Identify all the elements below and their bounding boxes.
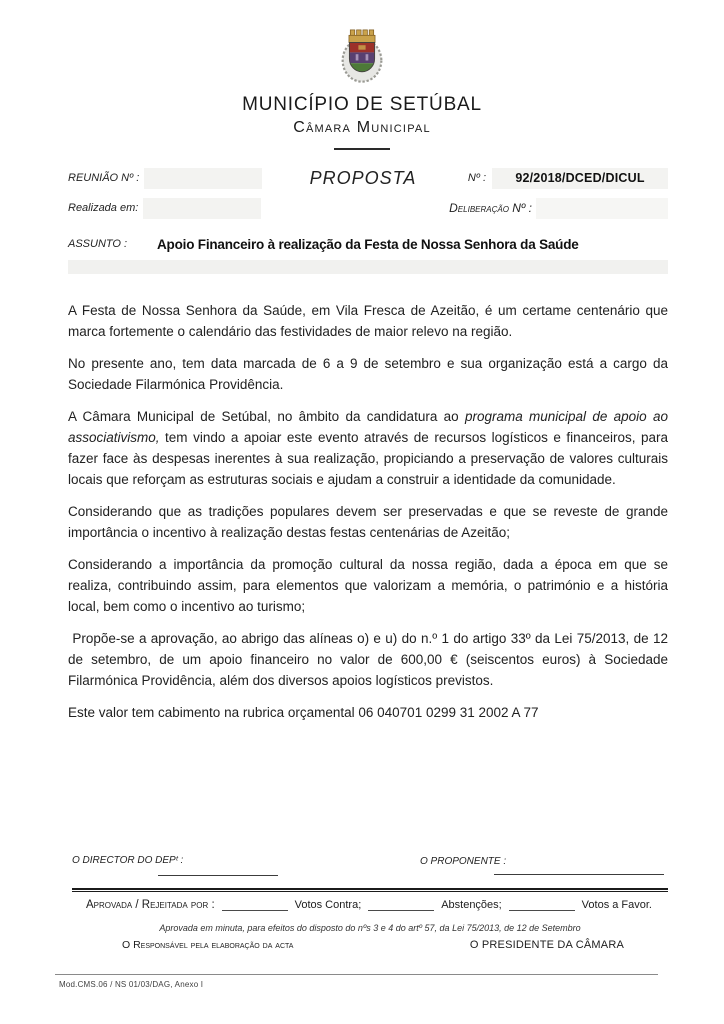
- director-signature-line: [158, 875, 278, 876]
- abstencoes-label: Abstenções;: [441, 899, 502, 911]
- setubal-coat-of-arms-icon: [335, 26, 389, 91]
- proposal-form-head: [68, 167, 668, 274]
- signature-row: [72, 852, 668, 882]
- footer-divider: [55, 974, 658, 975]
- paragraph-7: Este valor tem cabimento na rubrica orçamental 06 040701 0299 31 2002 A 77: [68, 705, 539, 720]
- proponente-label: O PROPONENTE :: [420, 856, 507, 867]
- paragraph-3-program-name: programa municipal de apoio ao associativismo,: [68, 409, 669, 445]
- assunto-empty-field: [68, 260, 668, 274]
- votos-contra-label: Votos Contra;: [294, 899, 362, 911]
- deliberacao-label: Deliberação Nº :: [449, 201, 532, 215]
- proposta-title: PROPOSTA: [309, 167, 417, 188]
- form-row-2: [68, 197, 668, 219]
- deliberacao-field: [536, 198, 668, 219]
- form-row-1: [68, 167, 668, 189]
- paragraph-3: [68, 406, 668, 490]
- votes-blank-line: [222, 900, 288, 911]
- paragraph-2: No presente ano, tem data marcada de 6 a 9 de setembro e sua organização está a cargo da Sociedade Filarmónica Providência.: [68, 356, 668, 392]
- numero-field: [492, 168, 668, 189]
- paragraph-6: Propõe-se a aprovação, ao abrigo das alíneas o) e u) do n.º 1 do artigo 33º da Lei 75/2013, de 12 de setembro, de um apoio financeiro no valor de 600,00 € (seiscentos euros) à Sociedade Filarmónica Providência, além dos diversos apoios logísticos previstos.: [68, 631, 668, 688]
- form-row-assunto: [68, 232, 668, 256]
- assunto-label: ASSUNTO :: [68, 238, 128, 250]
- reuniao-field: [144, 168, 262, 189]
- paragraph-1: A Festa de Nossa Senhora da Saúde, em Vila Fresca de Azeitão, é um certame centenário que marca fortemente o calendário das festividades de maior relevo na região.: [68, 303, 668, 339]
- form-model-reference: Mod.CMS.06 / NS 01/03/DAG, Anexo I: [59, 980, 204, 989]
- responsavel-acta-label: O Responsável pela elaboração da acta: [122, 939, 294, 951]
- votos-favor-label: Votos a Favor.: [581, 899, 652, 911]
- proponente-signature-line: [494, 874, 664, 875]
- proposal-body-text: [68, 300, 668, 723]
- document-header: [0, 0, 724, 150]
- officials-row: [72, 939, 668, 951]
- reuniao-label: REUNIÃO Nº :: [68, 172, 140, 184]
- votes-blank-line: [368, 900, 434, 911]
- paragraph-3-rest: tem vindo a apoiar este evento através de recursos logísticos e financeiros, para fazer face às despesas inerentes à sua realização, propiciando a preservação de valores culturais locais que reforçam as estruturas sociais e ajudam a construir a identidade da comunidade.: [68, 430, 668, 487]
- realizada-field: [143, 198, 261, 219]
- assunto-value: Apoio Financeiro à realização da Festa de Nossa Senhora da Saúde: [157, 236, 579, 252]
- aprovada-rejeitada-label: Aprovada / Rejeitada por :: [86, 899, 215, 911]
- numero-value: 92/2018/DCED/DICUL: [515, 171, 645, 185]
- votes-blank-line: [509, 900, 575, 911]
- document-footer: [55, 974, 658, 989]
- double-divider: [72, 888, 668, 892]
- presidente-camara-label: O PRESIDENTE DA CÂMARA: [469, 939, 624, 951]
- paragraph-5: Considerando a importância da promoção cultural da nossa região, dada a época em que se realiza, contribuindo assim, para elementos que valorizam a memória, o património e a história local, bem como o incentivo ao turismo;: [68, 557, 668, 614]
- header-divider: [334, 148, 390, 150]
- paragraph-4: Considerando que as tradições populares devem ser preservadas e que se reveste de grande importância o incentivo à realização destas festas centenárias de Azeitão;: [68, 504, 668, 540]
- minuta-note: Aprovada em minuta, para efeitos do disposto do nºs 3 e 4 do artº 57, da Lei 75/2013, de 12 de Setembro: [159, 923, 581, 933]
- mural-crown: [349, 30, 375, 43]
- municipality-title: MUNICÍPIO DE SETÚBAL: [242, 94, 482, 115]
- chamber-subtitle: Câmara Municipal: [293, 119, 431, 136]
- director-label: O DIRECTOR DO DEPᵗ :: [72, 855, 184, 866]
- realizada-label: Realizada em:: [68, 202, 139, 214]
- signature-section: [72, 852, 668, 951]
- approval-row: [72, 899, 668, 911]
- paragraph-3-lead: A Câmara Municipal de Setúbal, no âmbito da candidatura ao: [68, 409, 465, 424]
- numero-label: Nº :: [467, 172, 486, 184]
